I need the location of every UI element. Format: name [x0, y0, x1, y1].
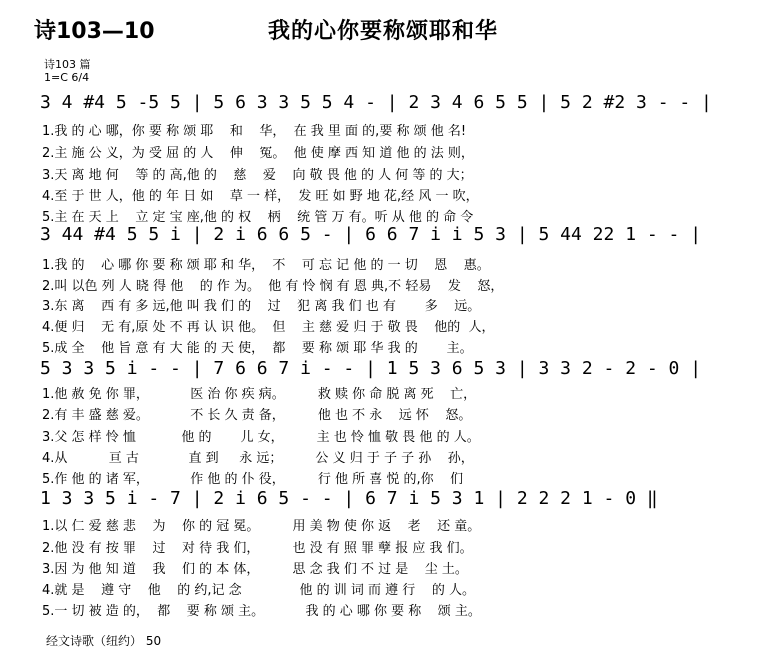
- lyric-1-5: 5.主 在 天 上 立 定 宝 座,他 的 权 柄 统 管 万 有。听 从 他 的 命 令: [42, 210, 474, 225]
- key-meter: 1=C 6/4: [44, 71, 90, 84]
- lyric-3-5: 5.作 他 的 诸 军， 作 他 的 仆 役， 行 他 所 喜 悦 的,你 们: [42, 472, 464, 487]
- lyric-4-4: 4.就 是 遵 守 他 的 约,记 念 他 的 训 词 而 遵 行 的 人。: [42, 583, 475, 598]
- hymn-number: 诗103—10: [34, 19, 155, 44]
- lyric-1-1: 1.我 的 心 哪，你 要 称 颂 耶 和 华， 在 我 里 面 的,要 称 颂 他 名!: [42, 124, 467, 139]
- lyric-3-4: 4.从 亘 古 直 到 永 远； 公 义 归 于 子 子 孙 孙，: [42, 451, 474, 466]
- lyric-3-2: 2.有 丰 盛 慈 爱。 不 长 久 责 备， 他 也 不 永 远 怀 怒。: [42, 408, 472, 423]
- lyric-2-5: 5.成 全 他 旨 意 有 大 能 的 天 使， 都 要 称 颂 耶 华 我 的 主。: [42, 341, 473, 356]
- lyric-4-5: 5.一 切 被 造 的， 都 要 称 颂 主。 我 的 心 哪 你 要 称 颂 主。: [42, 604, 481, 619]
- lyric-1-4: 4.至 于 世 人，他 的 年 日 如 草 一 样， 发 旺 如 野 地 花,经 风 一 吹，: [42, 189, 479, 204]
- lyric-2-2: 2.叫 以色 列 人 晓 得 他 的 作 为。 他 有 怜 悯 有 恩 典,不 轻易 发 怒，: [42, 279, 504, 294]
- source-label: 诗103 篇: [44, 58, 91, 71]
- lyric-3-3: 3.父 怎 样 怜 恤 他 的 儿 女， 主 也 怜 恤 敬 畏 他 的 人。: [42, 430, 480, 445]
- notation-line-4: 1 3 3 5 i - 7 | 2 i 6 5 - - | 6 7 i 5 3 1 | 2 2 2 1 - 0 ‖: [40, 488, 658, 509]
- lyric-1-3: 3.天 离 地 何 等 的 高,他 的 慈 爱 向 敬 畏 他 的 人 何 等 的 大；: [42, 168, 473, 183]
- lyric-4-1: 1.以 仁 爱 慈 悲 为 你 的 冠 冕。 用 美 物 使 你 返 老 还 童。: [42, 519, 481, 534]
- lyric-3-1: 1.他 赦 免 你 罪， 医 治 你 疾 病。 救 赎 你 命 脱 离 死 亡，: [42, 387, 477, 402]
- footer-source: 经文诗歌（纽约） 50: [46, 634, 162, 648]
- notation-line-2: 3 44 #4 5 5 i | 2 i 6 6 5 - | 6 6 7 i i 5 3 | 5 44 22 1 - - |: [40, 224, 702, 245]
- lyric-1-2: 2.主 施 公 义，为 受 屈 的 人 伸 冤。 他 使 摩 西 知 道 他 的 法 则，: [42, 146, 474, 161]
- lyric-4-3: 3.因 为 他 知 道 我 们 的 本 体， 思 念 我 们 不 过 是 尘 土。: [42, 562, 468, 577]
- notation-line-1: 3 4 #4 5 -5 5 | 5 6 3 3 5 5 4 - | 2 3 4 6 5 5 | 5 2 #2 3 - - |: [40, 92, 712, 113]
- lyric-2-4: 4.便 归 无 有,原 处 不 再 认 识 他。 但 主 慈 爱 归 于 敬 畏 他的 人，: [42, 320, 495, 335]
- lyric-2-1: 1.我 的 心 哪 你 要 称 颂 耶 和 华， 不 可 忘 记 他 的 一 切 恩 惠。: [42, 258, 490, 273]
- lyric-4-2: 2.他 没 有 按 罪 过 对 待 我 们， 也 没 有 照 罪 孽 报 应 我 们。: [42, 541, 473, 556]
- lyric-2-3: 3.东 离 西 有 多 远,他 叫 我 们 的 过 犯 离 我 们 也 有 多 远。: [42, 299, 481, 314]
- hymn-title: 我的心你要称颂耶和华: [268, 19, 499, 44]
- notation-line-3: 5 3 3 5 i - - | 7 6 6 7 i - - | 1 5 3 6 5 3 | 3 3 2 - 2 - 0 |: [40, 358, 702, 379]
